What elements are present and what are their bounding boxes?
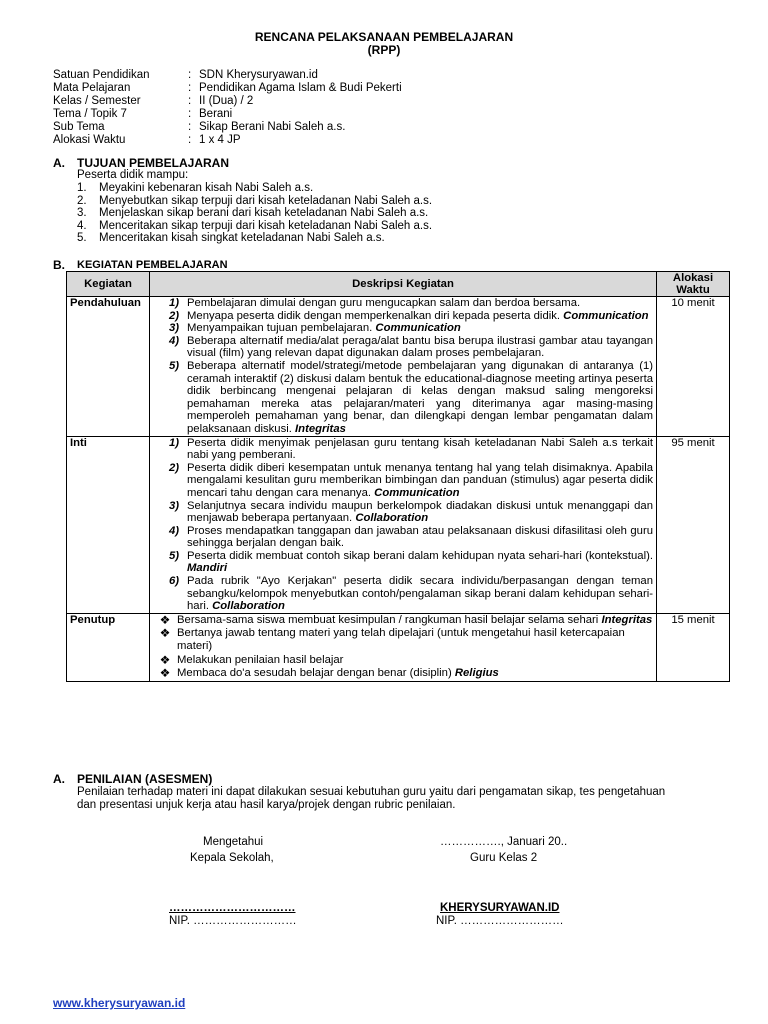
activity-description: Peserta didik menyimak penjelasan guru tentang kisah keteladanan Nabi Saleh a.s terkait nabi yang pemberani. [187, 436, 653, 462]
list-number: 5. [77, 232, 87, 245]
activity-description: Peserta didik membuat contoh sikap berani dalam kehidupan nyata sehari-hari (kontekstual). [187, 549, 653, 562]
activity-number: 1) [168, 436, 179, 449]
penutup-description [150, 613, 657, 681]
document-title: RENCANA PELAKSANAAN PEMBELAJARAN [254, 30, 514, 44]
list-item: Menjelaskan sikap berani dari kisah keteladanan Nabi Saleh a.s. [99, 207, 429, 220]
closing-description: Melakukan penilaian hasil belajar [177, 653, 344, 666]
closing-description: Bersama-sama siswa membuat kesimpulan / rangkuman hasil belajar selama sehari [177, 613, 599, 626]
activity-text [187, 500, 653, 525]
pendahuluan-description [150, 297, 657, 437]
closing-text [177, 667, 653, 680]
activity-description: Selanjutnya secara individu maupun berkelompok diadakan diskusi untuk menanggapi dan menjawab beberapa pertanyaan. [187, 499, 653, 525]
identity-key: Mata Pelajaran [53, 82, 131, 94]
activity-item [153, 462, 653, 500]
identity-row [53, 108, 653, 121]
row-pendahuluan [67, 297, 730, 437]
activity-text [187, 310, 653, 323]
header-kegiatan: Kegiatan [67, 272, 150, 297]
identity-colon: : [188, 82, 192, 94]
row-penutup [67, 613, 730, 681]
activity-tag: Communication [374, 486, 460, 499]
identity-colon: : [188, 134, 192, 146]
identity-colon: : [188, 95, 192, 107]
identity-row [53, 82, 653, 95]
activity-item [153, 310, 653, 323]
activity-text [187, 575, 653, 613]
closing-tag: Religius [454, 667, 499, 680]
list-number: 2. [77, 194, 87, 207]
sign-right-line2: Guru Kelas 2 [470, 852, 538, 864]
closing-text [177, 654, 653, 667]
activity-number: 5) [168, 359, 179, 372]
closing-item [153, 654, 653, 667]
section-a-letter: A. [53, 156, 65, 170]
activity-text [187, 437, 653, 462]
identity-row [53, 95, 653, 108]
closing-tag: Integritas [601, 613, 653, 626]
activity-number: 2) [168, 461, 179, 474]
identity-value: SDN Kherysuryawan.id [199, 69, 318, 81]
section-a-title: TUJUAN PEMBELAJARAN [77, 156, 230, 170]
activity-text [187, 525, 653, 550]
diamond-bullet-icon: ❖ [159, 666, 171, 681]
phase-name: Inti [67, 436, 150, 613]
activity-description: Menyapa peserta didik dengan memperkenalkan diri kepada peserta didik. [187, 309, 561, 322]
identity-colon: : [188, 108, 192, 120]
list-item: Menceritakan kisah singkat keteladanan Nabi Saleh a.s. [99, 232, 385, 245]
activity-text [187, 297, 653, 310]
closing-text [177, 627, 653, 652]
closing-description: Bertanya jawab tentang materi yang telah dipelajari (untuk mengetahui hasil ketercapaian materi) [177, 627, 625, 653]
activity-number: 3) [168, 322, 179, 335]
phase-time: 10 menit [657, 297, 730, 437]
closing-item [153, 614, 653, 627]
activity-description: Proses mendapatkan tanggapan dan jawaban atau pelaksanaan diskusi difasilitasi oleh guru sehingga berjalan dengan baik. [187, 524, 653, 550]
sign-left-line2: Kepala Sekolah, [190, 852, 274, 864]
activity-tag: Communication [563, 309, 649, 322]
identity-key: Tema / Topik 7 [53, 108, 127, 120]
list-item: Meyakini kebenaran kisah Nabi Saleh a.s. [99, 182, 314, 194]
activity-text [187, 335, 653, 360]
list-number: 4. [77, 219, 87, 232]
identity-key: Sub Tema [53, 121, 105, 133]
activity-text [187, 322, 653, 335]
activity-description: Pada rubrik "Ayo Kerjakan" peserta didik secara individu/berpasangan dengan teman sebangku/kelompok menyebutkan contoh/pengalaman sikap berani dalam kehidupan sehari-hari. [187, 575, 653, 613]
closing-item [153, 667, 653, 680]
activity-tag: Mandiri [187, 562, 228, 575]
activity-description: Beberapa alternatif media/alat peraga/alat bantu bisa berupa ilustrasi gambar atau tayangan visual (film) yang relevan dapat digunakan dalam proses pembelajaran. [187, 334, 653, 360]
table-header-row [67, 272, 730, 297]
header-deskripsi: Deskripsi Kegiatan [150, 272, 657, 297]
diamond-bullet-icon: ❖ [159, 652, 171, 667]
activity-number: 1) [168, 297, 179, 309]
activity-item [153, 575, 653, 613]
activity-number: 5) [168, 549, 179, 562]
activity-item [153, 525, 653, 550]
activity-tag: Communication [375, 322, 461, 335]
activity-item [153, 297, 653, 310]
activity-number: 4) [168, 334, 179, 347]
identity-value: II (Dua) / 2 [199, 95, 254, 107]
identity-colon: : [188, 121, 192, 133]
identity-value: Berani [199, 108, 233, 120]
section-penilaian-letter: A. [53, 772, 65, 786]
activity-text [187, 462, 653, 500]
list-item: Menceritakan sikap terpuji dari kisah keteladanan Nabi Saleh a.s. [99, 219, 433, 232]
sign-left-line1: Mengetahui [203, 836, 264, 848]
identity-row [53, 134, 653, 147]
activity-tag: Integritas [295, 422, 346, 435]
activity-number: 6) [168, 575, 179, 588]
activity-description: Peserta didik diberi kesempatan untuk menanya tentang hal yang telah disimaknya. Apabila mengalami kesulitan guru memberikan bimbingan dan panduan (stimulus) agar peserta didik mencari tahu dengan cara menanya. [187, 461, 653, 499]
identity-row [53, 121, 653, 134]
identity-key: Satuan Pendidikan [53, 69, 150, 81]
section-b-letter: B. [53, 258, 65, 272]
sign-right-name: KHERYSURYAWAN.ID [440, 902, 560, 914]
sign-left-nip: NIP. ……………………… [169, 915, 297, 927]
section-b-title: KEGIATAN PEMBELAJARAN [77, 259, 228, 271]
sign-left-name: …………………………… [169, 902, 296, 914]
activity-description: Menyampaikan tujuan pembelajaran. [187, 322, 373, 335]
activity-item [153, 360, 653, 436]
activity-description: Beberapa alternatif model/strategi/metode pembelajaran yang digunakan di antaranya (1) ceramah interaktif (2) diskusi dalam bentuk the educational-diagnose meeting artinya peserta didik berbincang mengenai pelajaran di kelas dengan maksud saling mengoreksi pemahaman mereka atas pelajaran/materi yang diterimanya agar masing-masing memperoleh pemahaman yang benar, dan dilengkapi dengan lembar pengamatan dalam pelaksanaan diskusi. [187, 359, 653, 435]
phase-name: Penutup [67, 613, 150, 681]
activity-number: 2) [168, 309, 179, 322]
activity-number: 4) [168, 524, 179, 537]
activity-item [153, 550, 653, 575]
section-penilaian-title: PENILAIAN (ASESMEN) [77, 772, 213, 786]
identity-row [53, 69, 653, 82]
document-subtitle: (RPP) [367, 43, 401, 57]
phase-time: 95 menit [657, 436, 730, 613]
diamond-bullet-icon: ❖ [159, 612, 171, 627]
identity-value: Pendidikan Agama Islam & Budi Pekerti [199, 82, 402, 94]
activity-tag: Collaboration [355, 512, 429, 525]
activity-text [187, 550, 653, 575]
closing-description: Membaca do'a sesudah belajar dengan benar (disiplin) [177, 667, 452, 680]
website-link[interactable]: www.kherysuryawan.id [53, 996, 186, 1010]
activity-item [153, 322, 653, 335]
activity-tag: Collaboration [212, 600, 285, 613]
phase-time: 15 menit [657, 613, 730, 681]
activity-number: 3) [168, 499, 179, 512]
activity-item [153, 335, 653, 360]
tujuan-intro: Peserta didik mampu: [77, 169, 189, 181]
list-number: 3. [77, 207, 87, 220]
header-alokasi: Alokasi Waktu [657, 272, 730, 297]
identity-key: Alokasi Waktu [53, 134, 126, 146]
closing-text [177, 614, 653, 627]
list-number: 1. [77, 182, 87, 194]
diamond-bullet-icon: ❖ [159, 626, 171, 641]
activity-text [187, 360, 653, 436]
activity-item [153, 500, 653, 525]
row-inti [67, 436, 730, 613]
penilaian-line-2: dan presentasi unjuk kerja atau hasil karya/projek dengan rubric penilaian. [77, 799, 456, 811]
sign-right-nip: NIP. ……………………… [436, 915, 564, 927]
phase-name: Pendahuluan [67, 297, 150, 437]
list-item: Menyebutkan sikap terpuji dari kisah keteladanan Nabi Saleh a.s. [99, 194, 433, 207]
activity-item [153, 437, 653, 462]
identity-value: 1 x 4 JP [199, 134, 241, 146]
identity-key: Kelas / Semester [53, 95, 141, 107]
kegiatan-table [66, 271, 730, 682]
penilaian-line-1: Penilaian terhadap materi ini dapat dilakukan sesuai kebutuhan guru yaitu dari pengamatan sikap, tes pengetahuan [77, 786, 666, 798]
identity-value: Sikap Berani Nabi Saleh a.s. [199, 121, 346, 133]
closing-item [153, 627, 653, 652]
activity-description: Pembelajaran dimulai dengan guru mengucapkan salam dan berdoa bersama. [187, 297, 581, 309]
sign-right-line1: ……………., Januari 20.. [440, 836, 568, 848]
inti-description [150, 436, 657, 613]
identity-colon: : [188, 69, 192, 81]
